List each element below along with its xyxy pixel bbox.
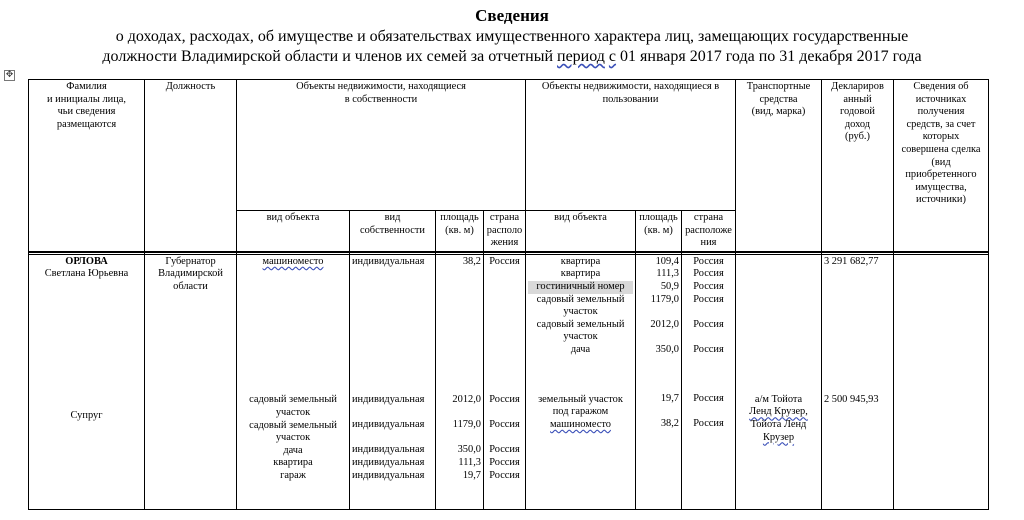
document-title: Сведения [475,6,549,25]
declaration-table [28,79,989,510]
used-type: садовый земельный участок [536,318,625,343]
header-name: Фамилия и инициалы лица, чьи сведения размещаются [29,80,145,252]
header-income: Деклариров анный годовой доход (руб.) [822,80,894,252]
header-owned-area: площадь (кв. м) [436,211,484,252]
used-country: Россия [693,393,724,405]
used-country-cell [682,254,736,509]
header-sources: Сведения об источниках получения средств, за счет которых совершена сделка (вид приобретенного имущества, источники) [894,80,989,252]
header-owned-country: страна располо жения [484,211,526,252]
used-country: Россия [693,268,724,280]
owned-kind: индивидуальная [352,469,425,481]
header-position: Должность [145,80,237,252]
used-area: 109,4 [655,255,679,267]
used-type: квартира [560,268,601,280]
income-cell [822,254,894,509]
header-transport: Транспортные средства (вид, марка) [736,80,822,252]
income-value: 3 291 682,77 [824,255,879,267]
header-used-country: страна расположе ния [682,211,736,252]
owned-country: Россия [489,419,520,431]
owned-area: 1179,0 [452,419,481,431]
owned-type: гараж [280,469,306,481]
used-type: гостиничный номер [528,281,633,294]
owned-kind: индивидуальная [352,444,425,456]
used-area: 1179,0 [650,293,679,305]
subtitle-line-2: должности Владимирской области и членов их семей за отчетный период с 01 января 2017 года по 31 декабря 2017 года [102,48,922,65]
owned-kind-cell [350,254,436,509]
owned-type: садовый земельный участок [249,419,337,444]
used-area: 50,9 [660,280,679,292]
header-owned-kind: вид собственности [350,211,436,252]
used-area: 2012,0 [650,318,679,330]
owned-area: 2012,0 [452,394,481,406]
used-area: 111,3 [656,268,679,280]
header-row-main [29,80,989,211]
owned-country: Россия [489,456,520,468]
document-subtitle [40,27,984,67]
owned-country: Россия [489,469,520,481]
spouse-label: Супруг [70,409,103,421]
used-country: Россия [693,255,724,267]
used-type: земельный участок под гаражом [538,393,623,418]
owned-type: квартира [273,457,313,469]
owned-area: 38,2 [462,255,481,267]
header-used-group: Объекты недвижимости, находящиеся в пользовании [526,80,736,211]
owned-type: дача [283,444,303,456]
owned-area: 350,0 [457,444,481,456]
used-area: 19,7 [660,393,679,405]
person-given-name: Светлана Юрьевна [44,268,129,280]
header-owned-type: вид объекта [237,211,350,252]
header-used-type: вид объекта [526,211,636,252]
table-row-orlova [29,254,989,509]
transport-line: а/м Тойота [754,393,803,405]
transport-line: Ленд Крузер, [749,406,808,418]
owned-area: 19,7 [462,469,481,481]
owned-type: машиноместо [262,255,324,267]
used-type: машиноместо [550,418,611,430]
move-cross-icon[interactable]: ✥ [5,70,14,80]
header-owned-group: Объекты недвижимости, находящиеся в собственности [237,80,526,211]
used-country: Россия [693,343,724,355]
owned-country-cell [484,254,526,509]
used-area: 38,2 [660,418,679,430]
owned-kind: индивидуальная [352,456,425,468]
sources-cell [894,254,989,509]
owned-kind: индивидуальная [352,419,425,431]
owned-kind: индивидуальная [352,394,425,406]
owned-area-cell [436,254,484,509]
used-type-cell [526,254,636,509]
income-value: 2 500 945,93 [824,394,879,406]
owned-type: садовый земельный участок [249,394,337,418]
owned-area: 111,3 [458,456,481,468]
used-country: Россия [693,293,724,305]
subtitle-line-1: о доходах, расходах, об имуществе и обязательствах имущественного характера лиц, замещающих государственные [115,28,909,45]
person-position-cell: Губернатор Владимирской области [145,254,237,509]
person-name-cell [29,254,145,509]
used-area-cell [636,254,682,509]
transport-line: Тойота Ленд [750,418,807,430]
owned-country: Россия [489,255,520,267]
used-country: Россия [693,280,724,292]
used-type: садовый земельный участок [536,293,625,318]
used-area: 350,0 [655,343,679,355]
used-country: Россия [693,318,724,330]
owned-country: Россия [489,444,520,456]
transport-cell [736,254,822,509]
owned-country: Россия [489,394,520,406]
header-used-area: площадь (кв. м) [636,211,682,252]
used-type: дача [570,343,591,355]
owned-type-cell [237,254,350,509]
owned-kind: индивидуальная [352,255,425,267]
person-surname: ОРЛОВА [65,255,108,267]
used-country: Россия [693,418,724,430]
used-type: квартира [560,255,601,267]
transport-line: Крузер [762,431,795,443]
